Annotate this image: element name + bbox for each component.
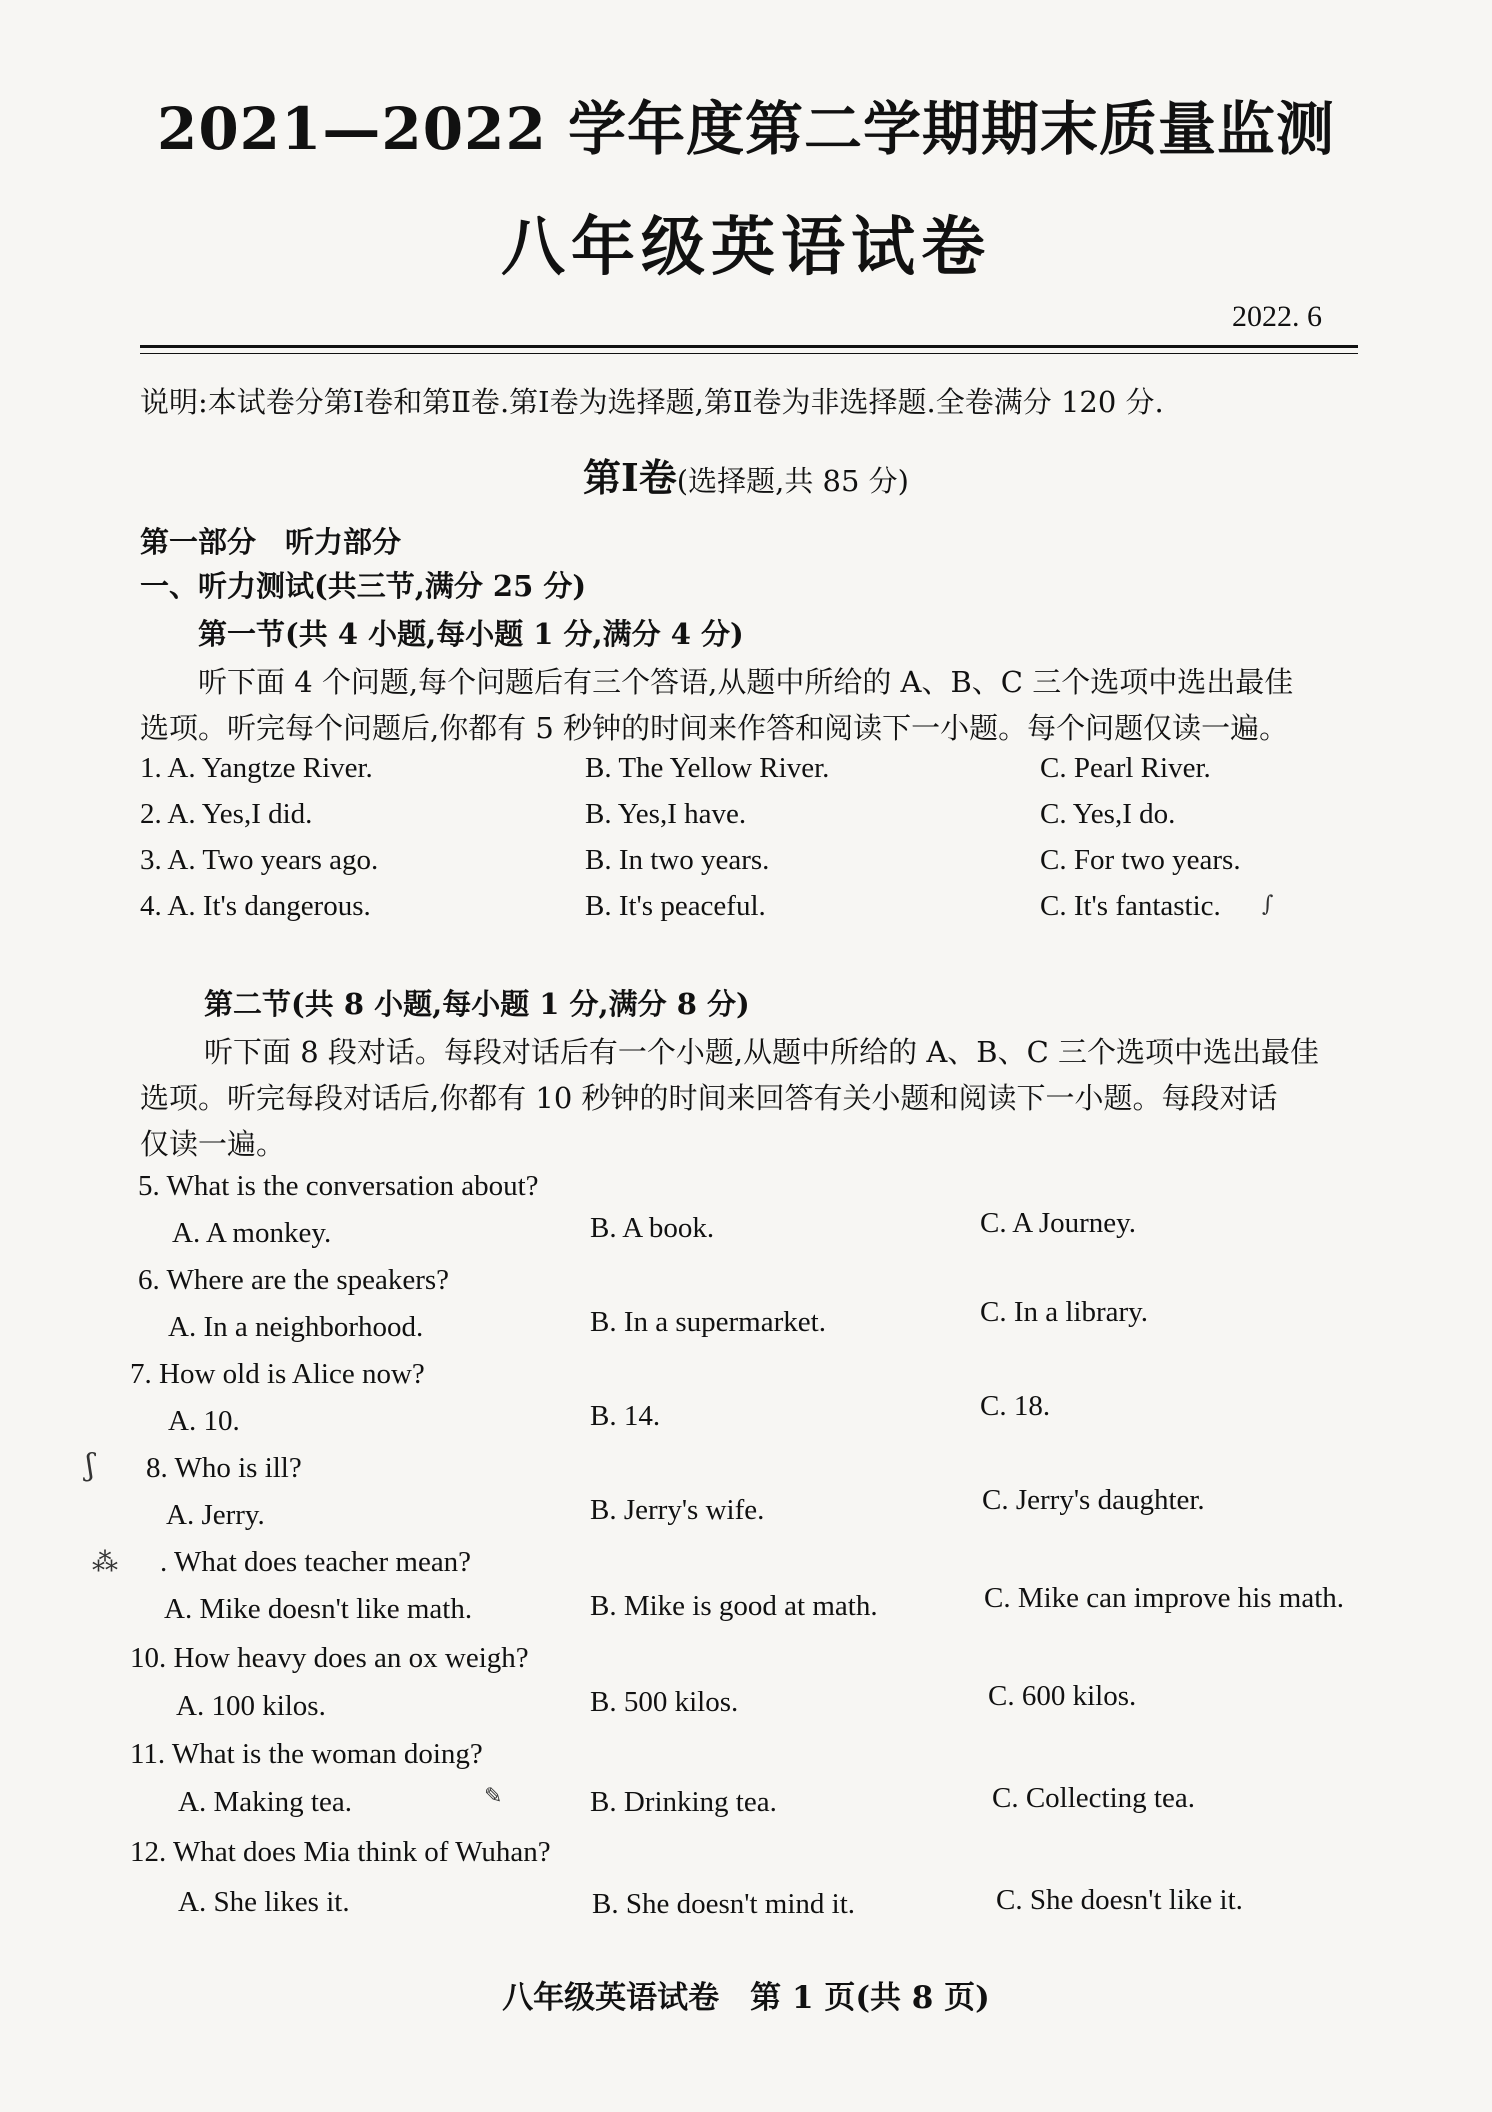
q6-option-a: A. In a neighborhood.	[168, 1311, 424, 1343]
q11-option-c: C. Collecting tea.	[992, 1782, 1195, 1814]
exam-subtitle: 八年级英语试卷	[501, 210, 991, 285]
part-heading: 第一部分 听力部分	[140, 525, 402, 559]
q2-option-c: C. Yes,I do.	[1040, 798, 1176, 830]
q4-option-a: 4. A. It's dangerous.	[140, 890, 371, 922]
section-heading: 一、听力测试(共三节,满分 25 分)	[140, 569, 587, 603]
q4-option-b: B. It's peaceful.	[585, 890, 766, 922]
q3-option-c: C. For two years.	[1040, 844, 1241, 876]
q9-option-c: C. Mike can improve his math.	[984, 1582, 1345, 1614]
q8-option-a: A. Jerry.	[166, 1499, 265, 1531]
exam-title: 2021—2022 学年度第二学期期末质量监测	[156, 95, 1336, 163]
q10-option-b: B. 500 kilos.	[590, 1686, 739, 1718]
q11-option-a: A. Making tea.	[178, 1786, 352, 1818]
q5-option-a: A. A monkey.	[172, 1217, 332, 1249]
q10-option-c: C. 600 kilos.	[988, 1680, 1137, 1712]
q7-option-a: A. 10.	[168, 1405, 240, 1437]
q3-option-b: B. In two years.	[585, 844, 770, 876]
q3-option-a: 3. A. Two years ago.	[140, 844, 379, 876]
exam-instructions: 说明:本试卷分第Ⅰ卷和第Ⅱ卷.第Ⅰ卷为选择题,第Ⅱ卷为非选择题.全卷满分 120 分.	[140, 385, 1164, 419]
q6-option-b: B. In a supermarket.	[590, 1306, 826, 1338]
q2-option-a: 2. A. Yes,I did.	[140, 798, 313, 830]
q10-question: 10. How heavy does an ox weigh?	[130, 1642, 529, 1674]
q5-option-c: C. A Journey.	[980, 1207, 1137, 1239]
volume-detail: (选择题,共 85 分)	[676, 464, 909, 498]
q9-option-a: A. Mike doesn't like math.	[164, 1593, 473, 1625]
q12-option-b: B. She doesn't mind it.	[592, 1888, 856, 1920]
q8-option-b: B. Jerry's wife.	[590, 1494, 765, 1526]
q12-option-a: A. She likes it.	[178, 1886, 350, 1918]
volume-label: 第Ⅰ卷	[583, 455, 677, 500]
q4-option-c: C. It's fantastic.	[1040, 890, 1221, 922]
q9-question: . What does teacher mean?	[160, 1546, 472, 1578]
section2-instruction-line2: 选项。听完每段对话后,你都有 10 秒钟的时间来回答有关小题和阅读下一小题。每段对话	[140, 1081, 1278, 1115]
q1-option-b: B. The Yellow River.	[585, 752, 830, 784]
header-rule-thick	[140, 345, 1358, 348]
q1-option-a: 1. A. Yangtze River.	[140, 752, 373, 784]
pencil-mark: ∫	[1262, 892, 1274, 917]
pencil-mark: ⁂	[92, 1548, 118, 1578]
section2-instruction-line1: 听下面 8 段对话。每段对话后有一个小题,从题中所给的 A、B、C 三个选项中选出最佳	[204, 1035, 1319, 1069]
q5-question: 5. What is the conversation about?	[138, 1170, 539, 1202]
pencil-mark: ʃ	[86, 1448, 95, 1483]
exam-date: 2022. 6	[1232, 300, 1322, 333]
volume-heading	[0, 447, 1492, 502]
q7-option-b: B. 14.	[590, 1400, 661, 1432]
q6-question: 6. Where are the speakers?	[138, 1264, 450, 1296]
section1-instruction-line2: 选项。听完每个问题后,你都有 5 秒钟的时间来作答和阅读下一小题。每个问题仅读一遍。	[140, 711, 1289, 745]
q6-option-c: C. In a library.	[980, 1296, 1149, 1328]
q8-question: 8. Who is ill?	[146, 1452, 302, 1484]
section1-instruction-line1: 听下面 4 个问题,每个问题后有三个答语,从题中所给的 A、B、C 三个选项中选出最佳	[198, 665, 1294, 699]
q8-option-c: C. Jerry's daughter.	[982, 1484, 1205, 1516]
q12-question: 12. What does Mia think of Wuhan?	[130, 1836, 551, 1868]
page-footer: 八年级英语试卷 第 1 页(共 8 页)	[502, 1980, 990, 2016]
pencil-mark: ✎	[484, 1784, 503, 1809]
q11-question: 11. What is the woman doing?	[130, 1738, 483, 1770]
q5-option-b: B. A book.	[590, 1212, 715, 1244]
q12-option-c: C. She doesn't like it.	[996, 1884, 1243, 1916]
q10-option-a: A. 100 kilos.	[176, 1690, 326, 1722]
q2-option-b: B. Yes,I have.	[585, 798, 747, 830]
section1-heading: 第一节(共 4 小题,每小题 1 分,满分 4 分)	[198, 617, 744, 651]
header-rule-thin	[140, 353, 1358, 354]
q9-option-b: B. Mike is good at math.	[590, 1590, 878, 1622]
q7-option-c: C. 18.	[980, 1390, 1051, 1422]
q1-option-c: C. Pearl River.	[1040, 752, 1211, 784]
section2-heading: 第二节(共 8 小题,每小题 1 分,满分 8 分)	[204, 987, 750, 1021]
q7-question: 7. How old is Alice now?	[130, 1358, 425, 1390]
q11-option-b: B. Drinking tea.	[590, 1786, 777, 1818]
section2-instruction-line3: 仅读一遍。	[140, 1127, 286, 1161]
